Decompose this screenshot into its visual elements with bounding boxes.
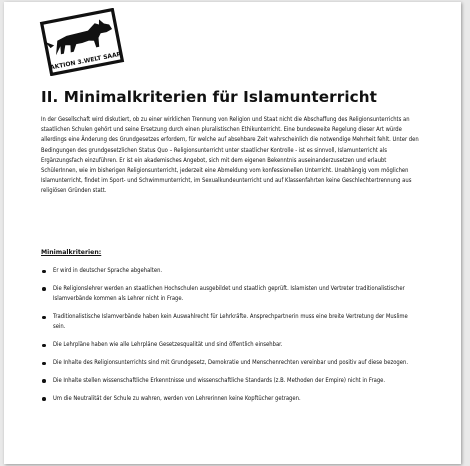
criterion-text: Er wird in deutscher Sprache abgehalten. <box>53 268 163 274</box>
bullet-icon <box>42 397 46 401</box>
bullet-icon <box>42 344 46 348</box>
bullet-icon <box>42 316 46 320</box>
list-item <box>41 394 416 404</box>
logo-caption: AKTION 3.WELT SAAR <box>49 50 122 72</box>
list-item <box>41 376 416 386</box>
criterion-text: Um die Neutralität der Schule zu wahren, werden von Lehrerinnen keine Kopftücher getragen. <box>53 395 301 402</box>
criterion-text: Die Religionslehrer werden an staatlichen Hochschulen ausgebildet und staatlich geprüft. Islamisten und Vertreter traditionalistischer Islamverbände kommen als Lehrer nicht in Frage. <box>53 285 405 303</box>
wolf-in-box-logo-icon <box>32 8 132 76</box>
criterion-text: Die Inhalte des Religionsunterrichts sind mit Grundgesetz, Demokratie und Menschenrechten vereinbar und positiv auf diese bezogen. <box>53 360 408 366</box>
criteria-list <box>41 266 416 411</box>
bullet-icon <box>42 379 46 383</box>
criterion-text: Traditionalistische Islamverbände haben kein Auswahlrecht für Lehrkräfte. Ansprechpartnerin muss eine breite Vertretung der Muslime sein. <box>53 314 408 331</box>
section-heading: II. Minimalkriterien für Islamunterricht <box>41 88 378 106</box>
criterion-text: Die Inhalte stellen wissenschaftliche Erkenntnisse und wissenschaftliche Standards (z.B. Methoden der Empire) nicht in Frage. <box>53 377 386 384</box>
list-item <box>41 284 416 305</box>
bullet-icon <box>42 270 46 274</box>
document-page <box>4 2 461 464</box>
criterion-text: Die Lehrpläne haben wie alle Lehrpläne Gesetzesqualität und sind öffentlich einsehbar. <box>53 342 283 349</box>
list-item <box>41 358 416 368</box>
list-item <box>41 340 416 350</box>
organization-logo <box>32 8 132 76</box>
list-item <box>41 266 416 276</box>
list-item <box>41 312 416 333</box>
criteria-title: Minimalkriterien: <box>41 249 102 256</box>
bullet-icon <box>42 362 46 366</box>
bullet-icon <box>42 287 46 291</box>
intro-paragraph: In der Gesellschaft wird diskutiert, ob zu einer wirklichen Trennung von Religion und Staat nicht die Abschaffung des Religionsunterrichts an staatlichen Schulen gehört und seine Ersetzung durch einen pluralistischen Ethikunterricht. Eine bundesweite Regelung dieser Art würde allerdings eine Änderung des Grundgesetzes erfordern, für welche auf absehbare Zeit wahrscheinlich die notwendige Mehrheit fehlt. Unter den Bedingungen des grundgesetzlichen Status Quo – Religionsunterricht unter staatlicher Kontrolle - ist es sinnvoll, Islamunterricht als Ergänzungsfach einzuführen. Er ist ein akademisches Angebot, sich mit dem eigenen Bekenntnis auseinanderzusetzen und erlaubt SchülerInnen, wie im bisherigen Religionsunterricht, jederzeit eine Abmeldung vom konfessionellen Unterricht. Unabhängig vom möglichen Islamunterricht, findet im Sport- und Schwimmunterricht, im Sexualkundeunterricht und auf Klassenfahrten keine Geschlechtertrennung aus religiösen Gründen statt. <box>41 117 419 195</box>
